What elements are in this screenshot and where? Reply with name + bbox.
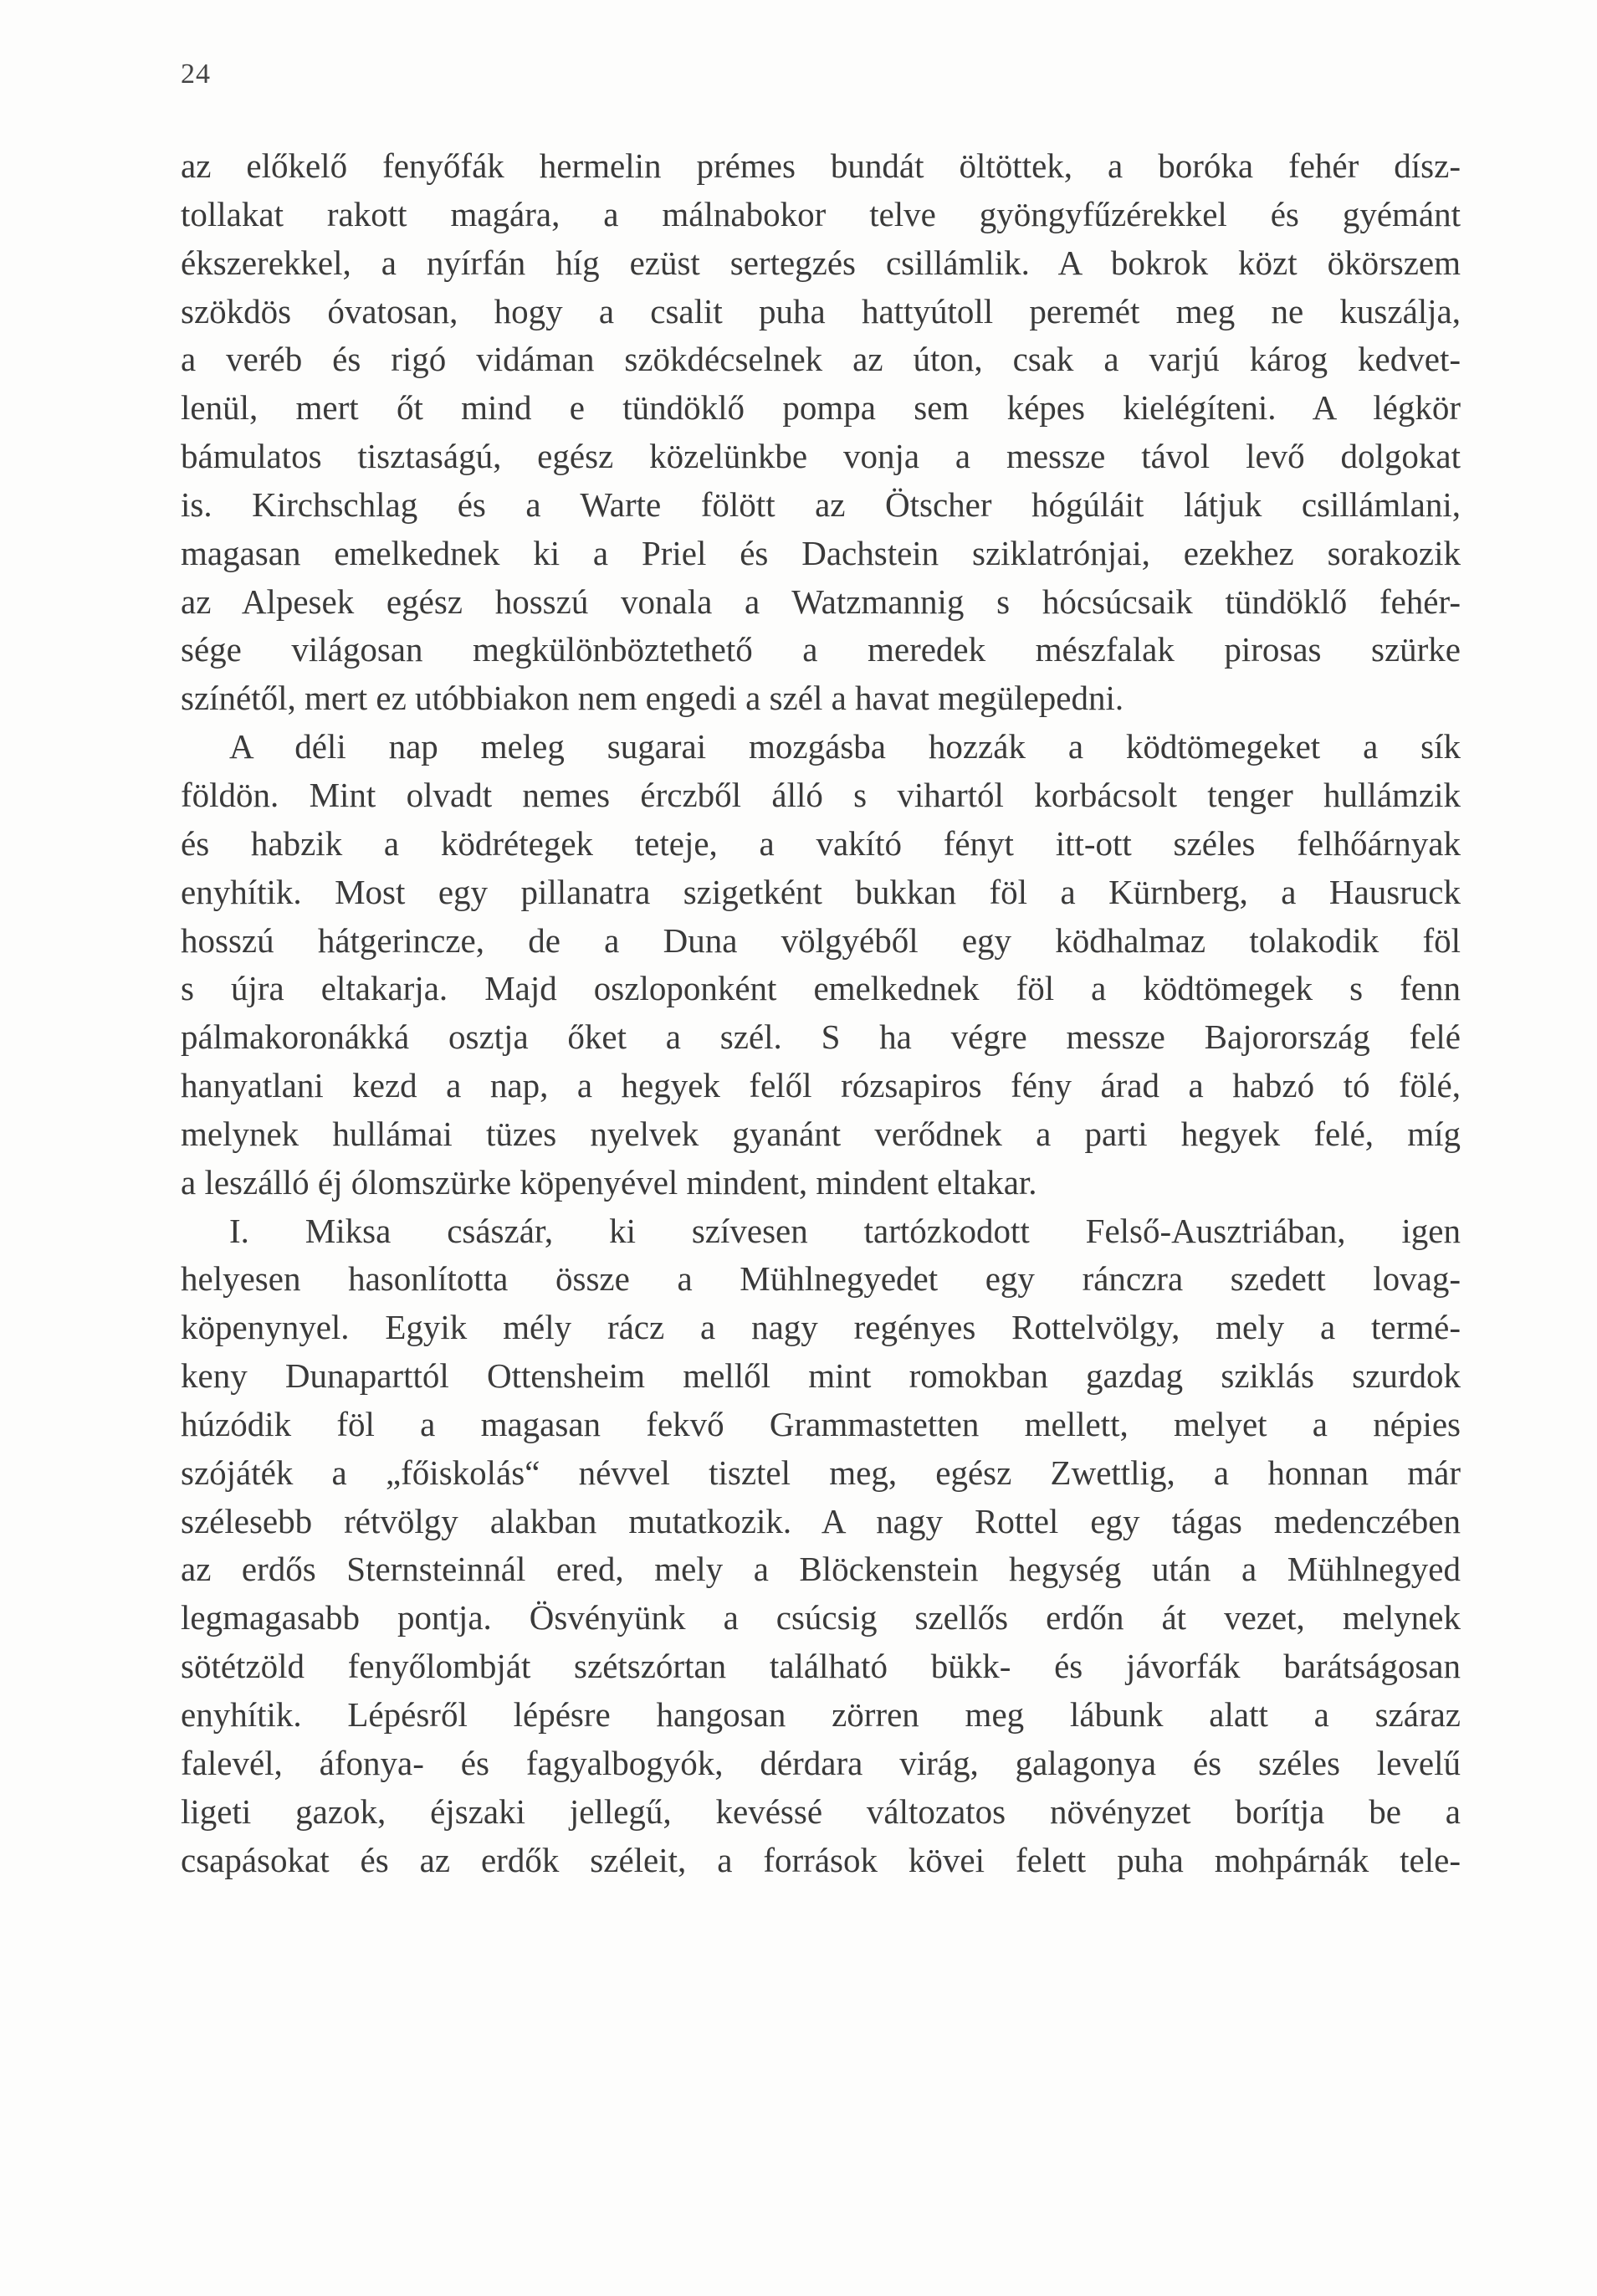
text-line: tollakat rakott magára, a málnabokor telve gyöngyfűzérekkel és gyémánt — [181, 194, 1461, 233]
text-line: bámulatos tisztaságú, egész közelünkbe vonja a messze távol levő dolgokat — [181, 437, 1461, 476]
text-line: húzódik föl a magasan fekvő Grammastetten mellett, melyet a népies — [181, 1404, 1461, 1443]
text-line: falevél, áfonya- és fagyalbogyók, dérdara virág, galagonya és széles levelű — [181, 1743, 1461, 1782]
text-line: keny Dunaparttól Ottensheim mellől mint romokban gazdag sziklás szurdok — [181, 1356, 1461, 1396]
text-line: színétől, mert ez utóbbiakon nem engedi a szél a havat megülepedni. — [181, 679, 1124, 718]
text-line: és habzik a ködrétegek teteje, a vakító fényt itt-ott széles felhőárnyak — [181, 823, 1461, 863]
text-line: magasan emelkednek ki a Priel és Dachstein sziklatrónjai, ezekhez sorakozik — [181, 533, 1461, 572]
text-line: az előkelő fenyőfák hermelin prémes bundát öltöttek, a boróka fehér dísz- — [181, 146, 1461, 185]
text-line: a leszálló éj ólomszürke köpenyével mindent, mindent eltakar. — [181, 1162, 1037, 1202]
text-line: szélesebb rétvölgy alakban mutatkozik. A nagy Rottel egy tágas medenczében — [181, 1501, 1461, 1540]
text-line: csapásokat és az erdők széleit, a források kövei felett puha mohpárnák tele- — [181, 1840, 1461, 1879]
text-line: sége világosan megkülönböztethető a meredek mészfalak pirosas szürke — [181, 630, 1461, 669]
text-line: hanyatlani kezd a nap, a hegyek felől rózsapiros fény árad a habzó tó fölé, — [181, 1066, 1461, 1105]
text-line: köpenynyel. Egyik mély rácz a nagy regényes Rottelvölgy, mely a termé- — [181, 1308, 1461, 1347]
text-line: I. Miksa császár, ki szívesen tartózkodott Felső-Ausztriában, igen — [229, 1211, 1461, 1250]
text-line: sötétzöld fenyőlombját szétszórtan található bükk- és jávorfák barátságosan — [181, 1647, 1461, 1686]
body-text — [181, 142, 1461, 1884]
text-line: az Alpesek egész hosszú vonala a Watzmannig s hócsúcsaik tündöklő fehér- — [181, 582, 1461, 621]
text-line: szójáték a „főiskolás“ névvel tisztel meg, egész Zwettlig, a honnan már — [181, 1453, 1461, 1492]
text-line: ékszerekkel, a nyírfán híg ezüst sertegzés csillámlik. A bokrok közt ökörszem — [181, 243, 1461, 282]
text-line: hosszú hátgerincze, de a Duna völgyéből egy ködhalmaz tolakodik föl — [181, 920, 1461, 960]
page-number: 24 — [181, 59, 211, 90]
text-line: földön. Mint olvadt nemes érczből álló s vihartól korbácsolt tenger hullámzik — [181, 775, 1461, 814]
text-line: enyhítik. Lépésről lépésre hangosan zörren meg lábunk alatt a száraz — [181, 1695, 1461, 1734]
text-line: is. Kirchschlag és a Warte fölött az Ötscher hógúláit látjuk csillámlani, — [181, 484, 1461, 524]
text-line: enyhítik. Most egy pillanatra szigetként bukkan föl a Kürnberg, a Hausruck — [181, 872, 1461, 911]
text-line: a veréb és rigó vidáman szökdécselnek az úton, csak a varjú károg kedvet- — [181, 340, 1461, 379]
text-line: lenül, mert őt mind e tündöklő pompa sem képes kielégíteni. A légkör — [181, 388, 1461, 428]
text-line: ligeti gazok, éjszaki jellegű, kevéssé változatos növényzet borítja be a — [181, 1791, 1461, 1831]
text-line: pálmakoronákká osztja őket a szél. S ha végre messze Bajorország felé — [181, 1017, 1461, 1057]
text-line: legmagasabb pontja. Ösvényünk a csúcsig szellős erdőn át vezet, melynek — [181, 1598, 1461, 1637]
text-line: melynek hullámai tüzes nyelvek gyanánt verődnek a parti hegyek felé, míg — [181, 1114, 1461, 1153]
text-line: s újra eltakarja. Majd oszloponként emelkednek föl a ködtömegek s fenn — [181, 969, 1461, 1008]
text-line: szökdös óvatosan, hogy a csalit puha hattyútoll peremét meg ne kuszálja, — [181, 291, 1461, 331]
text-line: az erdős Sternsteinnál ered, mely a Blöckenstein hegység után a Mühlnegyed — [181, 1550, 1461, 1589]
text-line: A déli nap meleg sugarai mozgásba hozzák a ködtömegeket a sík — [229, 727, 1461, 766]
text-line: helyesen hasonlította össze a Mühlnegyedet egy ránczra szedett lovag- — [181, 1259, 1461, 1299]
